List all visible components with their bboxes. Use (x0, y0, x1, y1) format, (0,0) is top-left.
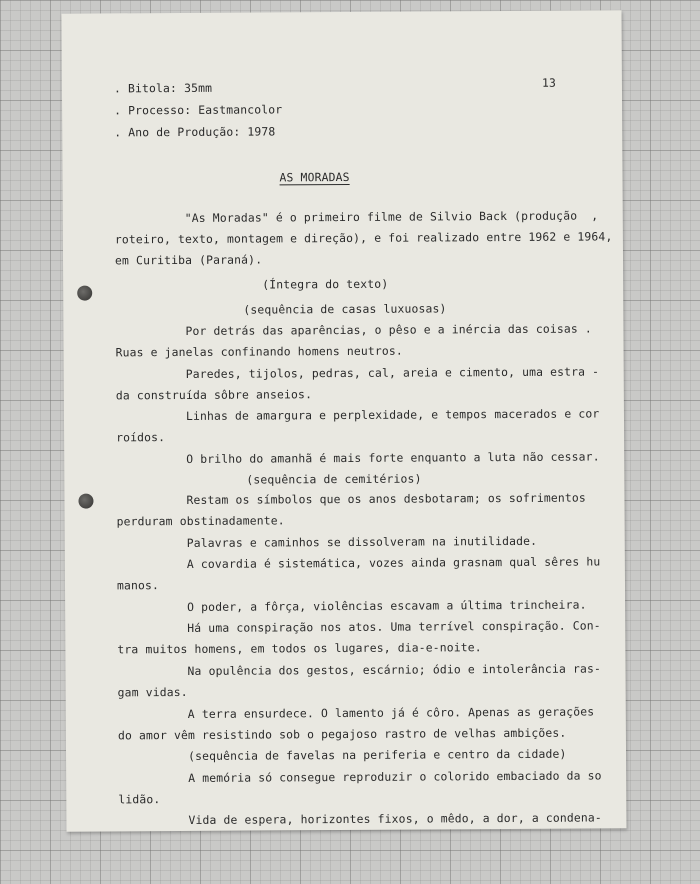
body-line: lidão. (118, 792, 161, 807)
body-line: Por detrás das aparências, o pêso e a inércia das coisas . (185, 321, 592, 338)
body-line: roteiro, texto, montagem e direção), e foi realizado entre 1962 e 1964, (114, 229, 613, 247)
body-line: Linhas de amargura e perplexidade, e tempos macerados e cor (185, 406, 600, 423)
body-line: Ruas e janelas confinando homens neutros. (115, 343, 403, 360)
section-note: (sequência de cemitérios) (246, 471, 422, 487)
body-line: manos. (116, 578, 160, 593)
body-line: A terra ensurdece. O lamento já é côro. Apenas as gerações (187, 704, 595, 721)
page-number: 13 (541, 75, 556, 90)
body-line: Vida de espera, horizontes fixos, o mêdo, a dor, a condena- (188, 810, 602, 827)
body-line: do amor vêm resistindo sob o pegajoso rastro de velhas ambições. (117, 725, 567, 743)
body-line: Palavras e caminhos se dissolveram na inutilidade. (186, 533, 538, 550)
header-line: . Processo: Eastmancolor (114, 102, 283, 118)
header-line: . Ano de Produção: 1978 (114, 124, 276, 140)
body-line: perduram obstinadamente. (116, 513, 285, 529)
body-line: tra muitos homens, em todos os lugares, dia-e-noite. (117, 640, 482, 657)
body-line: gam vidas. (117, 684, 188, 700)
body-line: O poder, a fôrça, violências escavam a última trincheira. (187, 597, 587, 614)
document-title: AS MORADAS (279, 169, 350, 185)
body-line: roídos. (116, 430, 166, 445)
section-note: (sequência de favelas na periferia e centro da cidade) (188, 746, 567, 763)
typewritten-page (62, 10, 627, 831)
body-line: Na opulência dos gestos, escárnio; ódio e intolerância ras- (187, 661, 602, 678)
body-line: "As Moradas" é o primeiro filme de Silvio Back (produção , (184, 208, 599, 225)
body-line: Paredes, tijolos, pedras, cal, areia e cimento, uma estra - (185, 364, 600, 381)
body-line: A covardia é sistemática, vozes ainda grasnam qual sêres hu (186, 554, 601, 571)
body-line: da construída sôbre anseios. (115, 387, 313, 403)
body-line: Restam os símbolos que os anos desbotaram; os sofrimentos (186, 490, 586, 507)
body-line: em Curitiba (Paraná). (114, 252, 263, 268)
body-line: A memória só consegue reproduzir o colorido embaciado da so (188, 768, 602, 785)
header-line: . Bitola: 35mm (113, 80, 213, 96)
body-line: Há uma conspiração nos atos. Uma terrível conspiração. Con- (187, 618, 601, 635)
section-note: (Íntegra do texto) (262, 276, 389, 292)
section-note: (sequência de casas luxuosas) (243, 301, 447, 317)
punch-hole-top (77, 286, 92, 301)
body-line: O brilho do amanhã é mais forte enquanto a luta não cessar. (186, 449, 600, 466)
punch-hole-bottom (78, 494, 93, 509)
